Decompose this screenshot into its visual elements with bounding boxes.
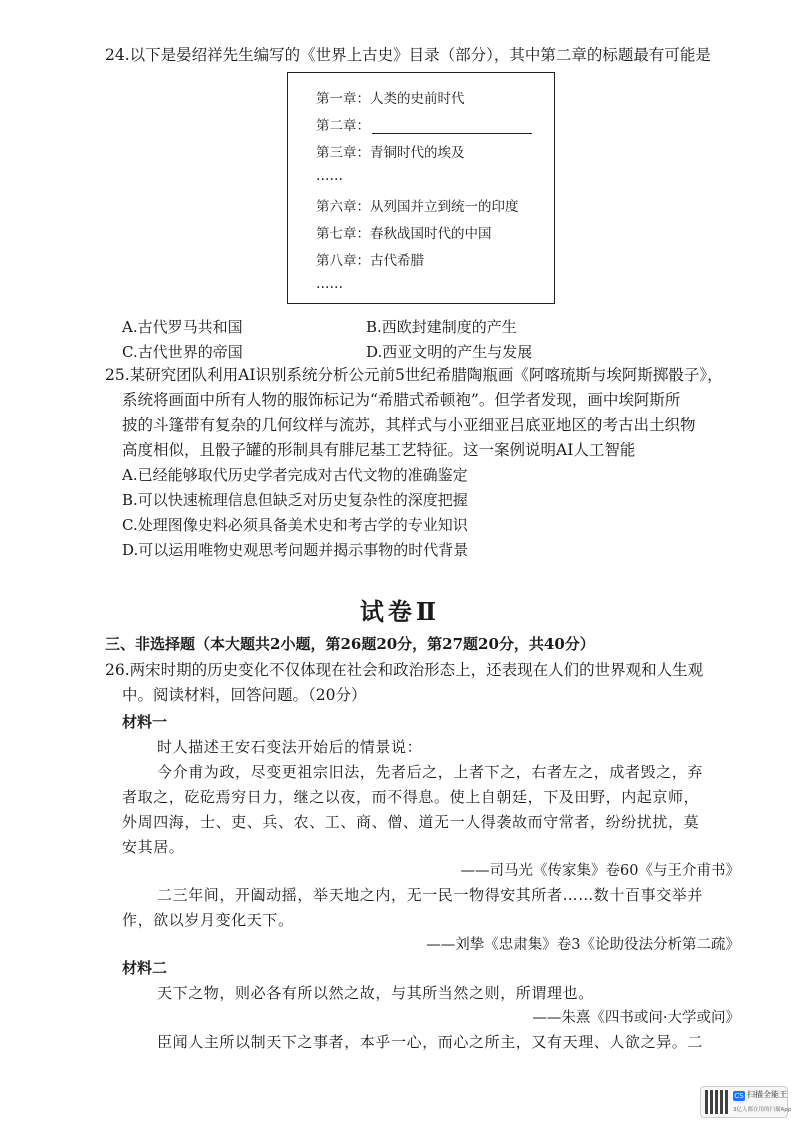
toc-chapter-2 <box>316 114 532 134</box>
q26-stem-line-2: 中。阅读材料，回答问题。（20分） <box>122 686 367 704</box>
scanner-app-tagline: 3亿人都在用的扫描App <box>733 1107 792 1113</box>
paper-2-title: 试卷Ⅱ <box>359 597 441 626</box>
q25-option-c: C.处理图像史料必须具备美术史和考古学的专业知识 <box>122 516 468 534</box>
material-1-line-1: 今介甫为政，尽变更祖宗旧法，先者后之，上者下之，右者左之，成者毁之，弃 <box>157 763 704 781</box>
material-2-source-1: ——朱熹《四书或问·大学或问》 <box>532 1010 740 1026</box>
q24-option-c: C.古代世界的帝国 <box>122 343 243 361</box>
q25-stem-line-3: 披的斗篷带有复杂的几何纹样与流苏，其样式与小亚细亚吕底亚地区的考古出土织物 <box>122 416 696 434</box>
material-1-intro: 时人描述王安石变法开始后的情景说： <box>157 738 423 756</box>
toc-chapter-3: 第三章：青铜时代的埃及 <box>316 145 465 161</box>
toc-chapter-6: 第六章：从列国并立到统一的印度 <box>316 199 519 215</box>
toc-chapter-8: 第八章：古代希腊 <box>316 253 424 269</box>
material-1-source-2: ——刘挚《忠肃集》卷3《论助役法分析第二疏》 <box>426 937 740 953</box>
q25-stem-line-2: 系统将画面中所有人物的服饰标记为“希腊式希顿袍”。但学者发现，画中埃阿斯所 <box>122 391 681 409</box>
q24-option-d: D.西亚文明的产生与发展 <box>366 343 533 361</box>
q24-option-a: A.古代罗马共和国 <box>122 318 243 336</box>
toc-ellipsis-2: …… <box>316 276 343 292</box>
q25-option-b: B.可以快速梳理信息但缺乏对历史复杂性的深度把握 <box>122 491 468 509</box>
cs-logo-icon: CS <box>734 1092 744 1100</box>
material-2-line-2: 臣闻人主所以制天下之事者，本乎一心，而心之所主，又有天理、人欲之异。二 <box>157 1033 704 1051</box>
material-1-line-5: 二三年间，开阖动摇，举天地之内，无一民一物得安其所者……数十百事交举并 <box>157 886 704 904</box>
scanner-watermark <box>700 1086 792 1118</box>
material-1-line-6: 作，欲以岁月变化天下。 <box>122 911 294 929</box>
material-2-line-1: 天下之物，则必各有所以然之故，与其所当然之则，所谓理也。 <box>157 984 594 1002</box>
q25-stem-line-1: 25.某研究团队利用AI识别系统分析公元前5世纪希腊陶瓶画《阿喀琉斯与埃阿斯掷骰子》， <box>105 366 723 384</box>
material-1-source-1: ——司马光《传家集》卷60《与王介甫书》 <box>460 863 740 879</box>
q25-option-d: D.可以运用唯物史观思考问题并揭示事物的时代背景 <box>122 541 469 559</box>
q24-option-b: B.西欧封建制度的产生 <box>366 318 517 336</box>
qr-code-icon <box>705 1090 729 1114</box>
section-header: 三、非选择题（本大题共2小题，第26题20分，第27题20分，共40分） <box>105 635 595 653</box>
answer-blank <box>372 119 532 134</box>
q24-stem: 24.以下是晏绍祥先生编写的《世界上古史》目录（部分），其中第二章的标题最有可能是 <box>105 46 711 64</box>
material-1-line-2: 者取之，矻矻焉穷日力，继之以夜，而不得息。使上自朝廷，下及田野，内起京师， <box>122 788 700 806</box>
scanner-app-name: 扫描全能王 <box>747 1090 787 1099</box>
q25-option-a: A.已经能够取代历史学者完成对古代文物的准确鉴定 <box>122 466 468 484</box>
toc-chapter-2-label: 第二章： <box>316 118 370 134</box>
toc-box <box>287 72 555 304</box>
material-1-line-4: 安其居。 <box>122 838 185 856</box>
q26-stem-line-1: 26.两宋时期的历史变化不仅体现在社会和政治形态上，还表现在人们的世界观和人生观 <box>105 661 704 679</box>
toc-chapter-1: 第一章：人类的史前时代 <box>316 91 465 107</box>
material-2-title: 材料二 <box>122 959 168 977</box>
q25-stem-line-4: 高度相似，且骰子罐的形制具有腓尼基工艺特征。这一案例说明AI人工智能 <box>122 441 636 459</box>
material-1-title: 材料一 <box>122 713 168 731</box>
toc-chapter-7: 第七章：春秋战国时代的中国 <box>316 226 492 242</box>
material-1-line-3: 外周四海，士、吏、兵、农、工、商、僧、道无一人得袭故而守常者，纷纷扰扰，莫 <box>122 813 700 831</box>
toc-ellipsis-1: …… <box>316 168 343 184</box>
